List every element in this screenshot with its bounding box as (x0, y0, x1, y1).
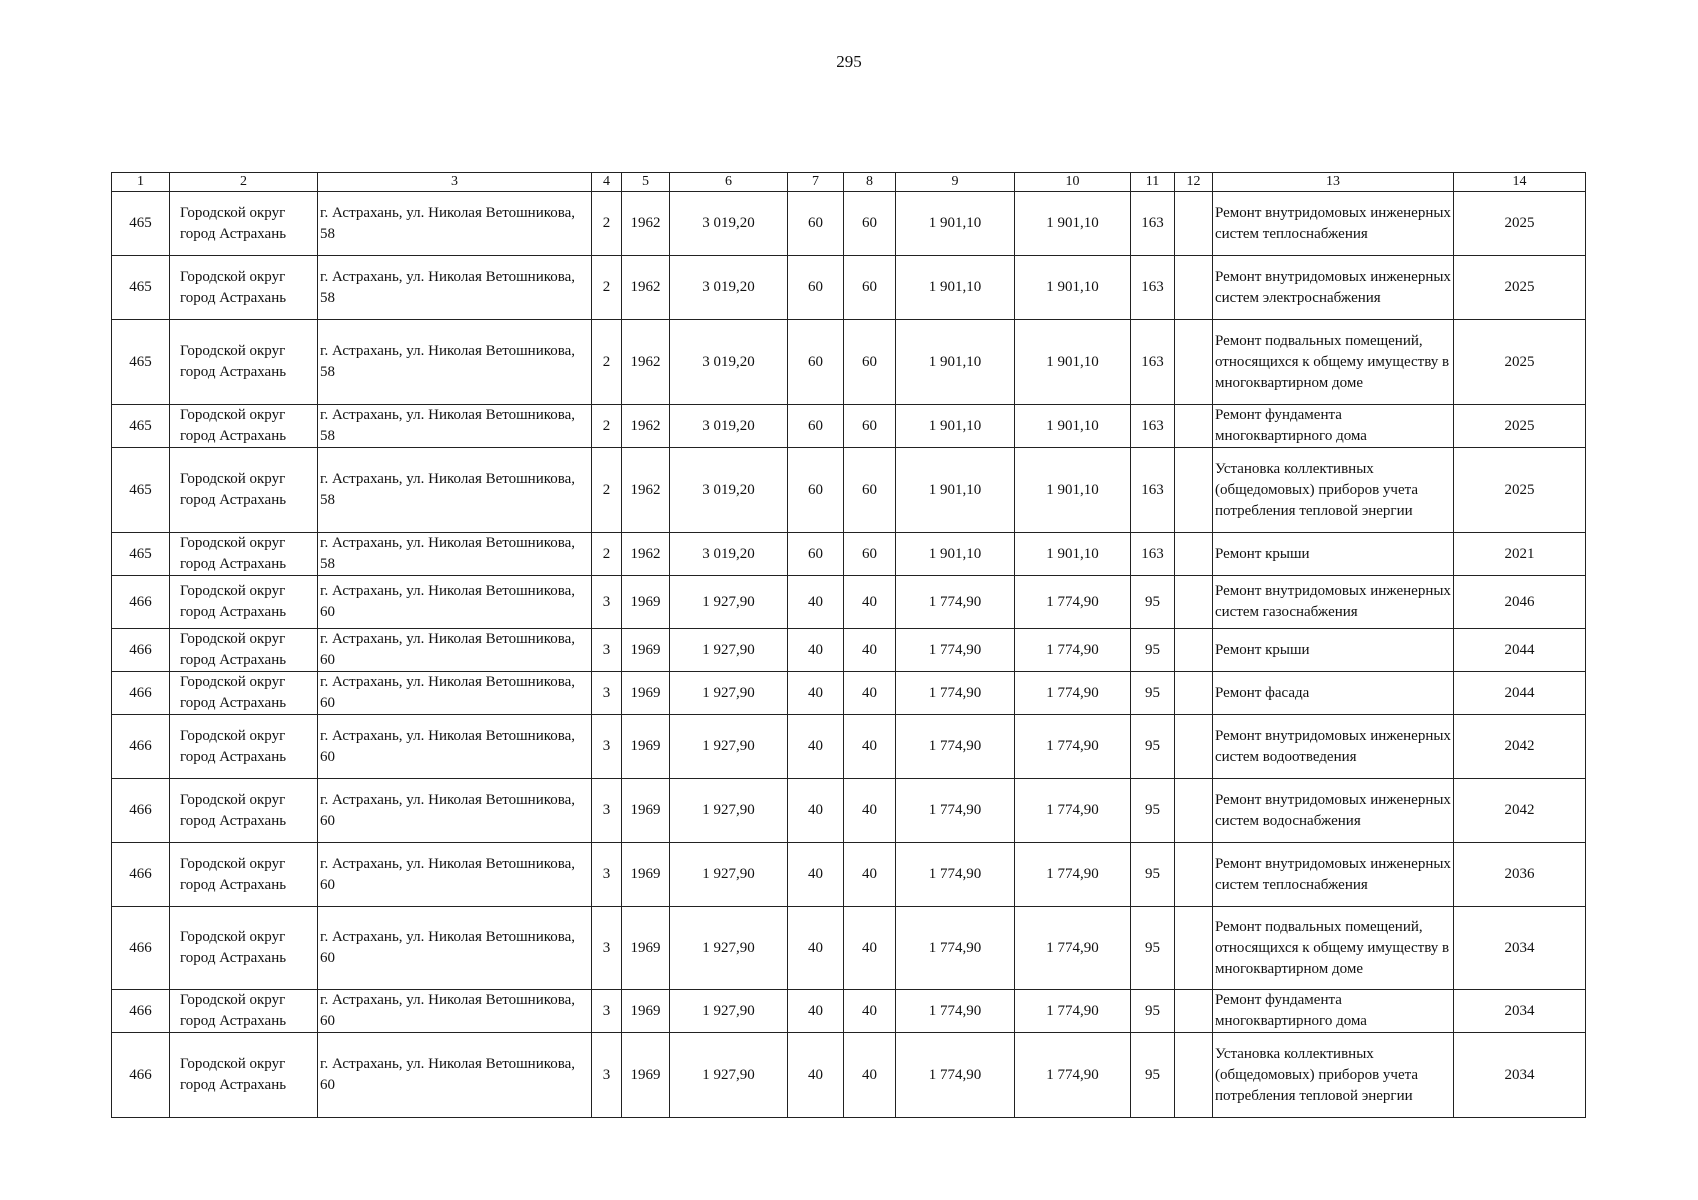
residents-count: 95 (1131, 990, 1175, 1033)
year-built: 1962 (622, 448, 670, 533)
work-type: Ремонт внутридомовых инженерных систем теплоснабжения (1213, 843, 1454, 907)
col-7-value: 60 (788, 405, 844, 448)
col-7-value: 40 (788, 576, 844, 629)
total-area: 1 927,90 (670, 629, 788, 672)
planned-year: 2042 (1454, 715, 1586, 779)
address: г. Астрахань, ул. Николая Ветошникова, 60 (318, 990, 592, 1033)
row-id: 466 (112, 990, 170, 1033)
address: г. Астрахань, ул. Николая Ветошникова, 60 (318, 843, 592, 907)
col-8-value: 60 (844, 405, 896, 448)
municipality: Городской округ город Астрахань (170, 448, 318, 533)
col-10-value: 1 901,10 (1015, 320, 1131, 405)
col-8-value: 40 (844, 672, 896, 715)
total-area: 3 019,20 (670, 192, 788, 256)
row-id: 466 (112, 907, 170, 990)
col-8-value: 40 (844, 715, 896, 779)
municipality: Городской округ город Астрахань (170, 907, 318, 990)
col-8-value: 60 (844, 533, 896, 576)
residents-count: 163 (1131, 533, 1175, 576)
column-header: 6 (670, 173, 788, 192)
col-9-value: 1 901,10 (896, 256, 1015, 320)
year-built: 1969 (622, 629, 670, 672)
municipality: Городской округ город Астрахань (170, 715, 318, 779)
col-9-value: 1 901,10 (896, 192, 1015, 256)
residents-count: 95 (1131, 672, 1175, 715)
row-id: 466 (112, 779, 170, 843)
column-number-row (112, 173, 1586, 192)
table-row (112, 576, 1586, 629)
municipality: Городской округ город Астрахань (170, 256, 318, 320)
year-built: 1969 (622, 1033, 670, 1118)
col-10-value: 1 774,90 (1015, 843, 1131, 907)
address: г. Астрахань, ул. Николая Ветошникова, 60 (318, 576, 592, 629)
municipality: Городской округ город Астрахань (170, 533, 318, 576)
address: г. Астрахань, ул. Николая Ветошникова, 60 (318, 907, 592, 990)
residents-count: 95 (1131, 779, 1175, 843)
table-row (112, 629, 1586, 672)
planned-year: 2034 (1454, 990, 1586, 1033)
municipality: Городской округ город Астрахань (170, 843, 318, 907)
col-12-value (1175, 843, 1213, 907)
column-header: 5 (622, 173, 670, 192)
residents-count: 95 (1131, 715, 1175, 779)
table-row (112, 448, 1586, 533)
column-header: 12 (1175, 173, 1213, 192)
work-type: Ремонт крыши (1213, 533, 1454, 576)
col-12-value (1175, 192, 1213, 256)
row-id: 465 (112, 405, 170, 448)
table-row (112, 990, 1586, 1033)
col-10-value: 1 774,90 (1015, 1033, 1131, 1118)
col-9-value: 1 901,10 (896, 533, 1015, 576)
planned-year: 2046 (1454, 576, 1586, 629)
table-row (112, 320, 1586, 405)
address: г. Астрахань, ул. Николая Ветошникова, 58 (318, 533, 592, 576)
col-8-value: 40 (844, 843, 896, 907)
col-9-value: 1 774,90 (896, 990, 1015, 1033)
col-9-value: 1 774,90 (896, 576, 1015, 629)
residents-count: 95 (1131, 629, 1175, 672)
total-area: 1 927,90 (670, 779, 788, 843)
row-id: 465 (112, 320, 170, 405)
municipality: Городской округ город Астрахань (170, 629, 318, 672)
residents-count: 95 (1131, 843, 1175, 907)
col-10-value: 1 901,10 (1015, 448, 1131, 533)
work-type: Установка коллективных (общедомовых) приборов учета потребления тепловой энергии (1213, 1033, 1454, 1118)
floors: 3 (592, 990, 622, 1033)
register-table (111, 172, 1586, 1118)
address: г. Астрахань, ул. Николая Ветошникова, 60 (318, 672, 592, 715)
column-header: 10 (1015, 173, 1131, 192)
col-12-value (1175, 779, 1213, 843)
column-header: 11 (1131, 173, 1175, 192)
planned-year: 2036 (1454, 843, 1586, 907)
address: г. Астрахань, ул. Николая Ветошникова, 60 (318, 629, 592, 672)
col-8-value: 60 (844, 256, 896, 320)
table-row (112, 256, 1586, 320)
table-row (112, 907, 1586, 990)
work-type: Ремонт подвальных помещений, относящихся к общему имуществу в многоквартирном доме (1213, 320, 1454, 405)
residents-count: 163 (1131, 256, 1175, 320)
column-header: 4 (592, 173, 622, 192)
column-header: 1 (112, 173, 170, 192)
table-row (112, 672, 1586, 715)
floors: 3 (592, 672, 622, 715)
year-built: 1962 (622, 533, 670, 576)
col-12-value (1175, 907, 1213, 990)
row-id: 465 (112, 448, 170, 533)
table-row (112, 779, 1586, 843)
municipality: Городской округ город Астрахань (170, 672, 318, 715)
year-built: 1962 (622, 256, 670, 320)
col-7-value: 40 (788, 715, 844, 779)
col-7-value: 40 (788, 990, 844, 1033)
work-type: Ремонт фасада (1213, 672, 1454, 715)
address: г. Астрахань, ул. Николая Ветошникова, 58 (318, 320, 592, 405)
address: г. Астрахань, ул. Николая Ветошникова, 58 (318, 448, 592, 533)
col-7-value: 40 (788, 629, 844, 672)
address: г. Астрахань, ул. Николая Ветошникова, 58 (318, 405, 592, 448)
col-12-value (1175, 256, 1213, 320)
total-area: 1 927,90 (670, 1033, 788, 1118)
planned-year: 2034 (1454, 1033, 1586, 1118)
floors: 3 (592, 779, 622, 843)
column-header: 13 (1213, 173, 1454, 192)
row-id: 466 (112, 576, 170, 629)
floors: 3 (592, 843, 622, 907)
col-7-value: 60 (788, 320, 844, 405)
table-row (112, 192, 1586, 256)
col-7-value: 60 (788, 192, 844, 256)
table-body (112, 192, 1586, 1118)
col-10-value: 1 901,10 (1015, 256, 1131, 320)
floors: 3 (592, 715, 622, 779)
planned-year: 2025 (1454, 448, 1586, 533)
col-12-value (1175, 576, 1213, 629)
year-built: 1969 (622, 779, 670, 843)
col-8-value: 40 (844, 629, 896, 672)
col-10-value: 1 774,90 (1015, 629, 1131, 672)
planned-year: 2044 (1454, 672, 1586, 715)
table-row (112, 843, 1586, 907)
address: г. Астрахань, ул. Николая Ветошникова, 58 (318, 256, 592, 320)
column-header: 9 (896, 173, 1015, 192)
planned-year: 2034 (1454, 907, 1586, 990)
column-header: 14 (1454, 173, 1586, 192)
municipality: Городской округ город Астрахань (170, 405, 318, 448)
col-8-value: 40 (844, 907, 896, 990)
col-10-value: 1 901,10 (1015, 192, 1131, 256)
work-type: Ремонт подвальных помещений, относящихся к общему имуществу в многоквартирном доме (1213, 907, 1454, 990)
work-type: Ремонт внутридомовых инженерных систем водоснабжения (1213, 779, 1454, 843)
col-8-value: 40 (844, 779, 896, 843)
col-9-value: 1 901,10 (896, 405, 1015, 448)
residents-count: 95 (1131, 1033, 1175, 1118)
col-12-value (1175, 320, 1213, 405)
total-area: 3 019,20 (670, 256, 788, 320)
total-area: 3 019,20 (670, 533, 788, 576)
col-12-value (1175, 533, 1213, 576)
row-id: 465 (112, 533, 170, 576)
col-8-value: 60 (844, 320, 896, 405)
row-id: 465 (112, 192, 170, 256)
year-built: 1969 (622, 843, 670, 907)
total-area: 1 927,90 (670, 576, 788, 629)
col-10-value: 1 774,90 (1015, 907, 1131, 990)
year-built: 1969 (622, 672, 670, 715)
work-type: Установка коллективных (общедомовых) приборов учета потребления тепловой энергии (1213, 448, 1454, 533)
col-12-value (1175, 1033, 1213, 1118)
year-built: 1962 (622, 320, 670, 405)
residents-count: 163 (1131, 320, 1175, 405)
col-12-value (1175, 629, 1213, 672)
year-built: 1969 (622, 715, 670, 779)
municipality: Городской округ город Астрахань (170, 576, 318, 629)
floors: 3 (592, 1033, 622, 1118)
col-9-value: 1 774,90 (896, 779, 1015, 843)
floors: 3 (592, 629, 622, 672)
col-10-value: 1 774,90 (1015, 990, 1131, 1033)
municipality: Городской округ город Астрахань (170, 990, 318, 1033)
total-area: 3 019,20 (670, 320, 788, 405)
col-9-value: 1 901,10 (896, 448, 1015, 533)
total-area: 3 019,20 (670, 405, 788, 448)
work-type: Ремонт внутридомовых инженерных систем газоснабжения (1213, 576, 1454, 629)
planned-year: 2042 (1454, 779, 1586, 843)
col-9-value: 1 774,90 (896, 715, 1015, 779)
floors: 2 (592, 320, 622, 405)
col-7-value: 40 (788, 1033, 844, 1118)
row-id: 466 (112, 715, 170, 779)
col-7-value: 40 (788, 779, 844, 843)
row-id: 465 (112, 256, 170, 320)
floors: 3 (592, 576, 622, 629)
column-header: 7 (788, 173, 844, 192)
address: г. Астрахань, ул. Николая Ветошникова, 60 (318, 1033, 592, 1118)
col-7-value: 60 (788, 533, 844, 576)
work-type: Ремонт крыши (1213, 629, 1454, 672)
floors: 3 (592, 907, 622, 990)
col-8-value: 40 (844, 1033, 896, 1118)
col-10-value: 1 774,90 (1015, 779, 1131, 843)
row-id: 466 (112, 629, 170, 672)
page-number: 295 (836, 52, 862, 71)
col-9-value: 1 901,10 (896, 320, 1015, 405)
col-12-value (1175, 672, 1213, 715)
table-row (112, 715, 1586, 779)
floors: 2 (592, 448, 622, 533)
municipality: Городской округ город Астрахань (170, 192, 318, 256)
col-9-value: 1 774,90 (896, 672, 1015, 715)
table-row (112, 533, 1586, 576)
year-built: 1969 (622, 576, 670, 629)
planned-year: 2025 (1454, 320, 1586, 405)
col-10-value: 1 774,90 (1015, 715, 1131, 779)
col-9-value: 1 774,90 (896, 843, 1015, 907)
col-8-value: 60 (844, 192, 896, 256)
total-area: 1 927,90 (670, 907, 788, 990)
work-type: Ремонт внутридомовых инженерных систем электроснабжения (1213, 256, 1454, 320)
col-7-value: 40 (788, 843, 844, 907)
residents-count: 163 (1131, 192, 1175, 256)
col-9-value: 1 774,90 (896, 629, 1015, 672)
total-area: 1 927,90 (670, 990, 788, 1033)
column-header: 3 (318, 173, 592, 192)
address: г. Астрахань, ул. Николая Ветошникова, 60 (318, 715, 592, 779)
col-12-value (1175, 448, 1213, 533)
row-id: 466 (112, 672, 170, 715)
total-area: 3 019,20 (670, 448, 788, 533)
col-10-value: 1 901,10 (1015, 405, 1131, 448)
row-id: 466 (112, 843, 170, 907)
col-12-value (1175, 715, 1213, 779)
address: г. Астрахань, ул. Николая Ветошникова, 58 (318, 192, 592, 256)
col-9-value: 1 774,90 (896, 1033, 1015, 1118)
total-area: 1 927,90 (670, 715, 788, 779)
floors: 2 (592, 533, 622, 576)
planned-year: 2025 (1454, 405, 1586, 448)
table-row (112, 1033, 1586, 1118)
work-type: Ремонт внутридомовых инженерных систем водоотведения (1213, 715, 1454, 779)
floors: 2 (592, 192, 622, 256)
planned-year: 2025 (1454, 192, 1586, 256)
col-8-value: 40 (844, 576, 896, 629)
total-area: 1 927,90 (670, 843, 788, 907)
year-built: 1962 (622, 405, 670, 448)
address: г. Астрахань, ул. Николая Ветошникова, 60 (318, 779, 592, 843)
column-header: 8 (844, 173, 896, 192)
residents-count: 95 (1131, 576, 1175, 629)
municipality: Городской округ город Астрахань (170, 1033, 318, 1118)
col-12-value (1175, 405, 1213, 448)
col-9-value: 1 774,90 (896, 907, 1015, 990)
year-built: 1969 (622, 907, 670, 990)
column-header: 2 (170, 173, 318, 192)
year-built: 1969 (622, 990, 670, 1033)
work-type: Ремонт фундамента многоквартирного дома (1213, 990, 1454, 1033)
col-8-value: 40 (844, 990, 896, 1033)
residents-count: 163 (1131, 405, 1175, 448)
residents-count: 163 (1131, 448, 1175, 533)
col-10-value: 1 774,90 (1015, 672, 1131, 715)
work-type: Ремонт внутридомовых инженерных систем теплоснабжения (1213, 192, 1454, 256)
year-built: 1962 (622, 192, 670, 256)
planned-year: 2044 (1454, 629, 1586, 672)
planned-year: 2021 (1454, 533, 1586, 576)
col-7-value: 40 (788, 907, 844, 990)
col-7-value: 60 (788, 256, 844, 320)
planned-year: 2025 (1454, 256, 1586, 320)
municipality: Городской округ город Астрахань (170, 779, 318, 843)
col-12-value (1175, 990, 1213, 1033)
floors: 2 (592, 405, 622, 448)
col-8-value: 60 (844, 448, 896, 533)
col-7-value: 40 (788, 672, 844, 715)
residents-count: 95 (1131, 907, 1175, 990)
municipality: Городской округ город Астрахань (170, 320, 318, 405)
row-id: 466 (112, 1033, 170, 1118)
floors: 2 (592, 256, 622, 320)
col-7-value: 60 (788, 448, 844, 533)
col-10-value: 1 901,10 (1015, 533, 1131, 576)
col-10-value: 1 774,90 (1015, 576, 1131, 629)
work-type: Ремонт фундамента многоквартирного дома (1213, 405, 1454, 448)
total-area: 1 927,90 (670, 672, 788, 715)
table-row (112, 405, 1586, 448)
